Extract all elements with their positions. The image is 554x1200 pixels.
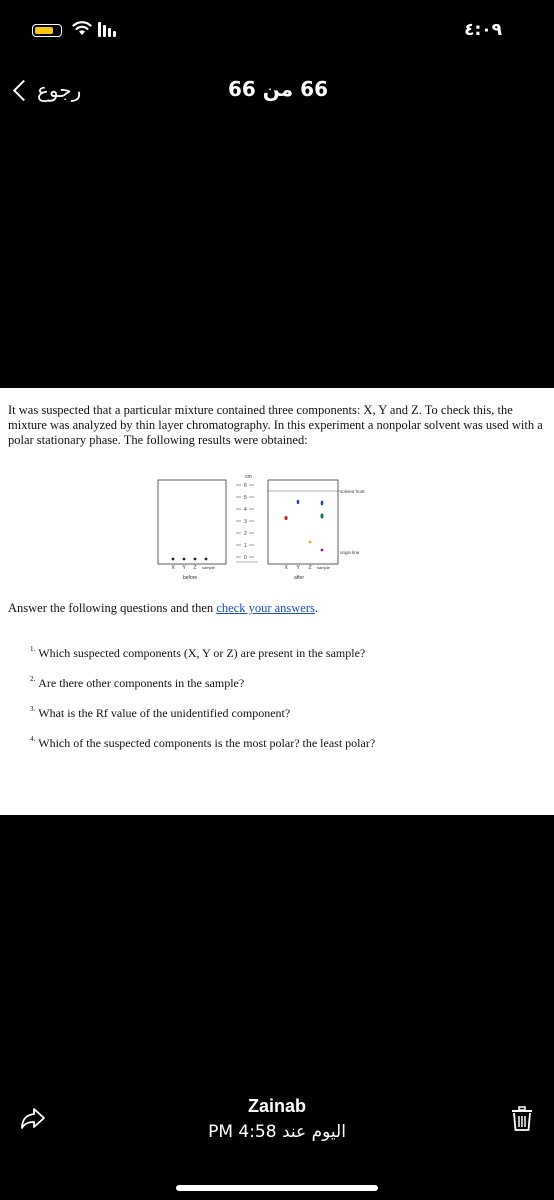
before-lane-z: Z xyxy=(193,565,197,571)
question-text: Which suspected components (X, Y or Z) are present in the sample? xyxy=(38,646,366,660)
intro-text: It was suspected that a particular mixture contained three components: X, Y and Z. To check this, the mixture was analyzed by thin layer chromatography. In this experiment a nonpolar solvent was used with a polar stationary phase. The following results were obtained: xyxy=(8,403,543,447)
tick-5: 5 xyxy=(244,495,247,501)
scale-unit: cm xyxy=(245,474,252,480)
spot-sample-lower xyxy=(321,549,324,552)
answer-suffix: . xyxy=(314,601,319,615)
check-answers-link[interactable]: check your answers xyxy=(216,601,315,615)
tlc-figure xyxy=(150,470,410,590)
spot-sample-upper xyxy=(321,501,324,506)
question-number: 1. xyxy=(30,645,36,653)
signal-icon xyxy=(98,22,116,37)
question-number: 4. xyxy=(30,735,36,743)
question-item xyxy=(30,646,470,660)
tick-3: 3 xyxy=(244,519,247,525)
plate-before xyxy=(158,480,226,564)
after-lane-z: Z xyxy=(308,565,312,571)
nav-bar xyxy=(0,60,554,120)
spot-sample-middle xyxy=(321,513,324,518)
tick-4: 4 xyxy=(244,507,247,513)
tick-0: 0 xyxy=(244,555,247,561)
message-timestamp: اليوم عند 4:58 PM xyxy=(208,1122,346,1142)
before-lane-y: Y xyxy=(182,565,186,571)
solvent-front-label: solvent front xyxy=(340,489,365,494)
status-time: ٤:٠٩ xyxy=(464,20,502,40)
back-label: رجوع xyxy=(37,78,82,102)
question-item xyxy=(30,736,470,750)
spot-z-after xyxy=(309,541,312,544)
question-text: Are there other components in the sample? xyxy=(38,676,245,690)
sender-name: Zainab xyxy=(247,1096,306,1116)
plate-after xyxy=(268,480,338,564)
before-lane-sample: sample xyxy=(202,565,215,570)
battery-icon xyxy=(32,24,62,37)
footer-toolbar xyxy=(0,1060,554,1200)
page-counter: 66 من 66 xyxy=(228,77,328,101)
battery-level xyxy=(35,27,53,34)
after-lane-sample: sample xyxy=(317,565,330,570)
tick-2: 2 xyxy=(244,531,247,537)
question-item xyxy=(30,706,470,720)
question-list xyxy=(30,646,470,766)
chevron-left-icon xyxy=(13,79,34,100)
home-indicator[interactable] xyxy=(176,1185,378,1191)
before-lane-x: X xyxy=(171,565,175,571)
spot-x-after xyxy=(284,516,287,520)
back-button[interactable] xyxy=(10,78,81,102)
attachment-image[interactable] xyxy=(0,388,554,815)
question-number: 2. xyxy=(30,675,36,683)
answer-instructions xyxy=(8,601,318,616)
question-item xyxy=(30,676,470,690)
tick-6: 6 xyxy=(244,483,247,489)
question-text: What is the Rf value of the unidentified component? xyxy=(38,706,291,720)
spot-y-after xyxy=(297,500,300,504)
origin-line-label: origin line xyxy=(340,550,360,555)
tick-1: 1 xyxy=(244,543,247,549)
before-caption: before xyxy=(183,575,198,581)
question-number: 3. xyxy=(30,705,36,713)
trash-icon[interactable] xyxy=(510,1106,534,1132)
scale-ticks xyxy=(236,483,258,562)
after-lane-x: X xyxy=(284,565,288,571)
wifi-icon xyxy=(72,20,92,36)
question-text: Which of the suspected components is the most polar? the least polar? xyxy=(38,736,376,750)
status-bar xyxy=(0,0,554,60)
after-lane-y: Y xyxy=(296,565,300,571)
answer-prefix: Answer the following questions and then xyxy=(8,601,217,615)
after-caption: after xyxy=(294,575,305,581)
